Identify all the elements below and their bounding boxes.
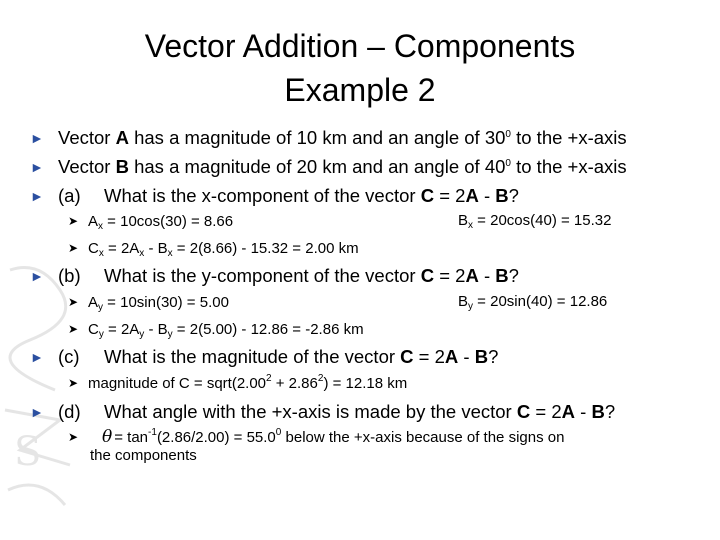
text: ? bbox=[488, 346, 499, 367]
degree-sup: 0 bbox=[505, 129, 511, 140]
text: ? bbox=[508, 265, 519, 286]
question-text: What is the magnitude of the vector bbox=[104, 346, 401, 367]
vector-a-label: A bbox=[465, 185, 479, 206]
arrowhead-right-icon: ➤ bbox=[68, 214, 79, 228]
vector-c-label: C bbox=[516, 401, 531, 422]
text: - B bbox=[144, 240, 168, 257]
question-label: (b) bbox=[58, 265, 81, 286]
question-c bbox=[30, 346, 498, 368]
vector-a-label: A bbox=[444, 346, 459, 367]
text: has a magnitude of 10 km and an angle of 30 bbox=[128, 127, 506, 148]
triangle-right-icon: ► bbox=[30, 130, 44, 146]
arrowhead-right-icon: ➤ bbox=[68, 241, 79, 255]
vector-c-label: C bbox=[420, 265, 435, 286]
triangle-right-icon: ► bbox=[30, 188, 44, 204]
title-line-2: Example 2 bbox=[284, 72, 436, 108]
question-b bbox=[30, 265, 519, 287]
text: Vector bbox=[58, 127, 116, 148]
text: - B bbox=[144, 321, 168, 338]
answer-a-line-1 bbox=[68, 212, 612, 232]
subscript: x bbox=[167, 248, 173, 259]
arrowhead-right-icon: ➤ bbox=[68, 376, 79, 390]
text: = 10sin(30) = 5.00 bbox=[103, 294, 229, 311]
vector-c-label: C bbox=[400, 346, 414, 367]
text: ? bbox=[604, 401, 616, 422]
text: - bbox=[574, 401, 592, 422]
text: B bbox=[458, 293, 469, 310]
question-a bbox=[30, 185, 519, 207]
question-label: (a) bbox=[58, 185, 81, 206]
text: to the +x-axis bbox=[510, 156, 627, 177]
text: = 20sin(40) = 12.86 bbox=[473, 293, 608, 310]
text: below the +x-axis because of the signs on bbox=[281, 429, 565, 446]
question-text: What is the y-component of the vector bbox=[104, 265, 421, 286]
subscript: x bbox=[139, 248, 145, 259]
question-d bbox=[30, 401, 615, 423]
superscript: 2 bbox=[266, 373, 272, 384]
triangle-right-icon: ► bbox=[30, 159, 44, 175]
answer-c-line-1 bbox=[68, 374, 407, 393]
triangle-right-icon: ► bbox=[30, 268, 44, 284]
subscript: y bbox=[139, 329, 145, 340]
subscript: y bbox=[98, 302, 104, 313]
svg-text:S: S bbox=[14, 429, 42, 475]
answer-b-line-1 bbox=[68, 293, 608, 313]
answer-d-line-1 bbox=[68, 428, 564, 447]
text: - bbox=[458, 346, 475, 367]
answer-b-line-2 bbox=[68, 320, 364, 339]
subscript: x bbox=[98, 221, 104, 232]
text: = 2 bbox=[530, 401, 562, 422]
text: Vector bbox=[58, 156, 116, 177]
text: C bbox=[88, 321, 99, 338]
text: A bbox=[88, 213, 99, 230]
superscript: 0 bbox=[275, 427, 282, 438]
answer-a-line-2 bbox=[68, 239, 359, 258]
text: = 2(5.00) - 12.86 = -2.86 km bbox=[172, 321, 364, 338]
subscript: y bbox=[167, 329, 173, 340]
title-line-1: Vector Addition – Components bbox=[144, 28, 576, 64]
question-text: What angle with the +x-axis is made by the vector bbox=[104, 401, 517, 422]
text: - bbox=[478, 185, 496, 206]
text: = 2(8.66) - 15.32 = 2.00 km bbox=[172, 240, 359, 257]
text: B bbox=[458, 212, 469, 229]
arrowhead-right-icon: ➤ bbox=[68, 322, 79, 336]
slide-title bbox=[0, 24, 720, 112]
vector-c-label: C bbox=[420, 185, 435, 206]
question-label: (c) bbox=[58, 346, 80, 367]
vector-b-label: B bbox=[115, 156, 129, 177]
text: = 2A bbox=[103, 240, 140, 257]
vector-a-label: A bbox=[115, 127, 129, 148]
text: = 20cos(40) = 15.32 bbox=[473, 212, 612, 229]
text: = 2 bbox=[413, 346, 445, 367]
text: to the +x-axis bbox=[510, 127, 627, 148]
arrowhead-right-icon: ➤ bbox=[68, 295, 79, 309]
superscript: -1 bbox=[148, 427, 157, 438]
question-label: (d) bbox=[58, 401, 81, 422]
question-text: What is the x-component of the vector bbox=[104, 185, 421, 206]
bullet-vector-b bbox=[30, 156, 627, 178]
bullet-vector-a bbox=[30, 127, 627, 149]
text: - bbox=[478, 265, 496, 286]
text: has a magnitude of 20 km and an angle of 40 bbox=[128, 156, 506, 177]
subscript: y bbox=[468, 301, 474, 312]
answer-b-by bbox=[458, 293, 607, 311]
subscript: x bbox=[98, 248, 104, 259]
text: ? bbox=[508, 185, 519, 206]
superscript: 2 bbox=[317, 373, 324, 384]
answer-a-bx bbox=[458, 212, 611, 230]
vector-b-label: B bbox=[474, 346, 489, 367]
vector-b-label: B bbox=[495, 185, 509, 206]
text: (2.86/2.00) = 55.0 bbox=[156, 429, 276, 446]
degree-sup: 0 bbox=[505, 158, 511, 169]
triangle-right-icon: ► bbox=[30, 349, 44, 365]
theta-symbol: θ bbox=[102, 427, 113, 447]
text: ) = 12.18 km bbox=[323, 375, 408, 392]
vector-b-label: B bbox=[495, 265, 509, 286]
subscript: x bbox=[468, 220, 474, 231]
text: + 2.86 bbox=[271, 375, 318, 392]
text: = 2A bbox=[103, 321, 140, 338]
vector-a-label: A bbox=[561, 401, 575, 422]
text: = tan bbox=[114, 429, 149, 446]
subscript: y bbox=[98, 329, 104, 340]
text: A bbox=[88, 294, 99, 311]
text: = 2 bbox=[434, 185, 466, 206]
arrowhead-right-icon: ➤ bbox=[68, 430, 79, 444]
text: magnitude of C = sqrt(2.00 bbox=[88, 375, 267, 392]
text: C bbox=[88, 240, 99, 257]
text: = 2 bbox=[434, 265, 466, 286]
triangle-right-icon: ► bbox=[30, 404, 44, 420]
vector-a-label: A bbox=[465, 265, 479, 286]
vector-b-label: B bbox=[591, 401, 605, 422]
text: = 10cos(30) = 8.66 bbox=[103, 213, 234, 230]
answer-d-line-2: the components bbox=[90, 447, 197, 464]
